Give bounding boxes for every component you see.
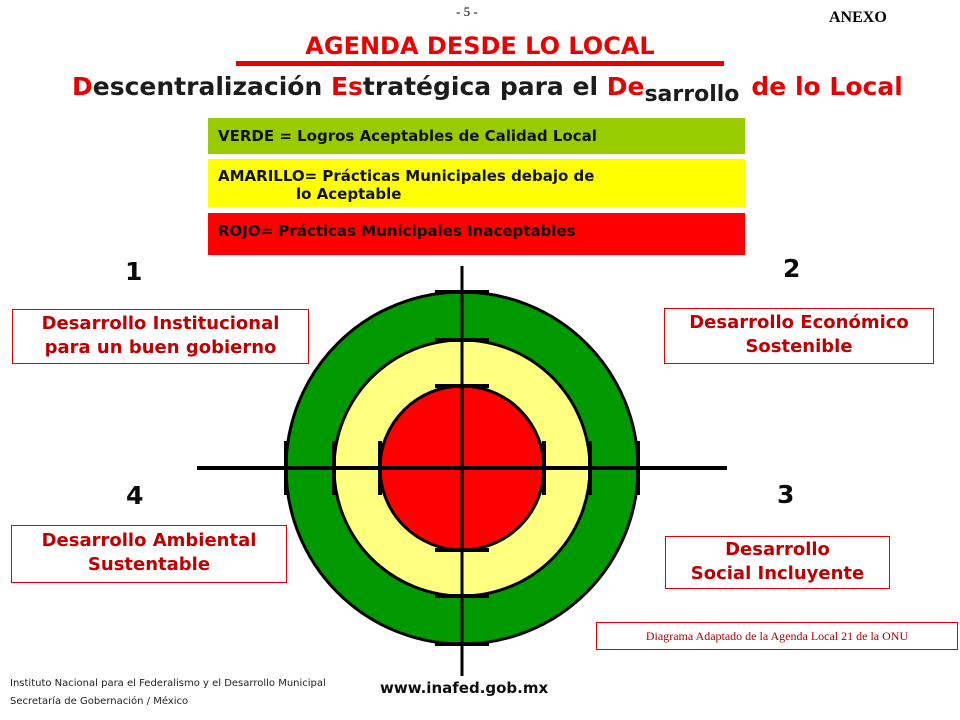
quadrant-2-number: 2	[783, 254, 801, 283]
subtitle-word-desarrollo: sarrollo	[644, 82, 740, 107]
subtitle-de-initial: De	[606, 72, 645, 101]
quadrant-3-number: 3	[777, 480, 795, 509]
quadrant-1-box	[12, 309, 309, 364]
diagram-credit: Diagrama Adaptado de la Agenda Local 21 de la ONU	[596, 622, 958, 650]
subtitle-word-descentralizacion: escentralización	[92, 72, 331, 101]
quadrant-4-line2: Sustentable	[87, 554, 211, 575]
subtitle-es-initial: Es	[330, 72, 363, 101]
annex-label: ANEXO	[829, 9, 887, 26]
quadrant-1-number: 1	[125, 257, 143, 286]
quadrant-3-line1: Desarrollo	[725, 539, 830, 560]
institution-line1: Instituto Nacional para el Federalismo y el Desarrollo Municipal	[10, 678, 326, 689]
quadrant-2-line1: Desarrollo Económico	[689, 312, 909, 333]
subtitle-word-estrategica: tratégica para el	[362, 72, 607, 101]
institution-footer	[10, 675, 326, 711]
quadrant-3-line2: Social Incluyente	[690, 563, 865, 584]
quadrant-4-box	[11, 525, 287, 583]
page-title: AGENDA DESDE LO LOCAL	[305, 32, 655, 60]
quadrant-2-line2: Sostenible	[745, 336, 853, 357]
website-link[interactable]: www.inafed.gob.mx	[380, 679, 549, 697]
quadrant-1-line1: Desarrollo Institucional	[41, 313, 280, 334]
subtitle-d-initial: D	[72, 72, 93, 101]
quadrant-4-number: 4	[126, 481, 144, 510]
institution-line2: Secretaría de Gobernación / México	[10, 696, 189, 707]
quadrant-3-box	[665, 536, 890, 589]
quadrant-2-box	[664, 308, 934, 364]
subtitle-word-local: de lo Local	[751, 72, 903, 101]
quadrant-4-line1: Desarrollo Ambiental	[41, 530, 257, 551]
quadrant-1-line2: para un buen gobierno	[44, 337, 277, 358]
legend-red: ROJO= Prácticas Municipales Inaceptables	[208, 213, 745, 255]
page-number: - 5 -	[456, 4, 478, 19]
legend-yellow-line2: lo Aceptable	[296, 185, 402, 203]
legend-green: VERDE = Logros Aceptables de Calidad Local	[208, 118, 745, 154]
legend-yellow-line1: AMARILLO= Prácticas Municipales debajo de	[218, 167, 595, 185]
